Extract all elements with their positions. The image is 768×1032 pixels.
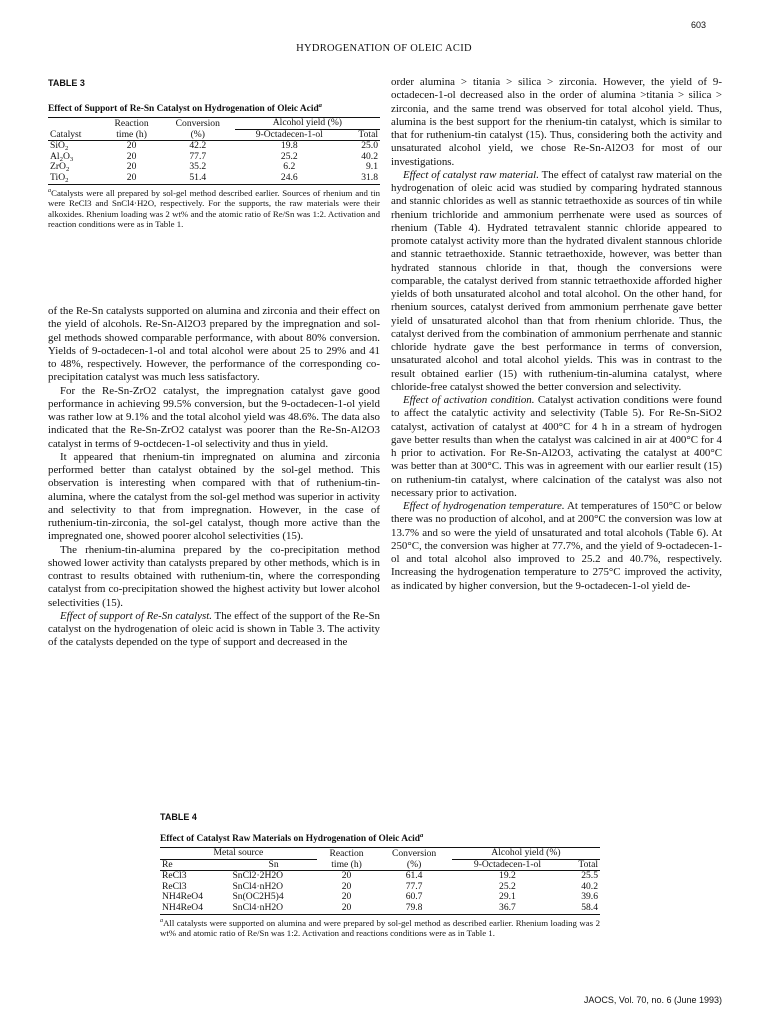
table-4-label: TABLE 4 xyxy=(160,812,197,822)
t3-cell-time: 20 xyxy=(102,173,160,184)
table-4-caption xyxy=(160,831,600,844)
t3-cell-time: 20 xyxy=(126,150,137,162)
table-4 xyxy=(160,812,600,939)
t3-h-catalyst: Catalyst xyxy=(48,129,102,141)
section-heading-raw-material: Effect of catalyst raw material. xyxy=(403,168,539,181)
t3-h-conversion-1: Conversion xyxy=(161,118,235,130)
t4-cell-octadecenol: 29.1 xyxy=(499,891,516,903)
t3-h-alcohol-yield: Alcohol yield (%) xyxy=(235,118,380,130)
table-3-caption-mark: a xyxy=(318,101,322,109)
table-3-footnote: $^a$Catalysts were all prepared by sol-gel method described earlier. Sources of rhenium and tin were ReCl3 and SnCl4·H2O, respectively. For the supports, the raw materials were their alkoxides. Rhenium loading was 2 wt% and the atomic ratio of Re/Sn was 1:2. Activation and reaction conditions were as in Table 1. xyxy=(48,187,380,230)
t3-cell-conversion: 51.4 xyxy=(161,173,235,184)
t4-cell-total: 25.5 xyxy=(581,870,598,882)
t4-h-total: Total xyxy=(563,859,600,871)
table-row xyxy=(160,892,600,903)
table-row xyxy=(48,173,380,184)
section-heading-support: Effect of support of Re-Sn catalyst. xyxy=(60,609,212,622)
table-row xyxy=(160,871,600,882)
t3-cell-total: 9.1 xyxy=(366,161,378,173)
left-paragraph-3: It appeared that rhenium-tin impregnated on alumina and zirconia performed better than catalyst obtained by the sol-gel method. This observation is interesting when compared with that of ruthenium-tin-alumina, where the catalyst from the sol-gel method was superior in activity and selectivity to that from impregnation. However, in the case of ruthenium-tin-zirconia, the sol-gel catalyst, though more active than the impregnated one, showed poorer alcohol selectivities (15). xyxy=(48,450,380,543)
t4-cell-octadecenol: 25.2 xyxy=(499,880,516,892)
t4-h-conversion-1: Conversion xyxy=(376,848,451,860)
t3-cell-octadecenol: 24.6 xyxy=(235,173,344,184)
t3-h-reaction-1: Reaction xyxy=(102,118,160,130)
table-4-caption-mark: a xyxy=(419,831,424,839)
section-heading-temperature: Effect of hydrogenation temperature. xyxy=(403,500,565,512)
t4-cell-time: 20 xyxy=(341,891,352,903)
t3-h-total: Total xyxy=(344,129,380,141)
table-row xyxy=(160,882,600,893)
t3-cell-total: 40.2 xyxy=(361,150,378,162)
table-3-caption-text: Effect of Support of Re-Sn Catalyst on Hydrogenation of Oleic Acid xyxy=(48,104,319,114)
t4-cell-time: 20 xyxy=(341,870,352,882)
t4-cell-sn: SnCl4·nH2O xyxy=(232,880,284,892)
t3-cell-conversion: 42.2 xyxy=(189,140,207,152)
right-paragraph-3: Effect of activation condition. Catalyst activation conditions were found to affect the catalytic activity and selectivity (Table 5). For Re-Sn-SiO2 catalyst, activation of catalyst at 400°C for 4 h in a stream of hydrogen gave better results than when the catalyst was calcined in air at 400°C for 4 h prior to activation. For Re-Sn-Al2O3, activating the catalyst at 400°C was better than at 300°C. This was in agreement with our earlier result (15) on ruthenium-tin catalyst, where calcination of the catalyst was also not necessary prior to activation. xyxy=(391,394,722,499)
t3-cell-time: 20 xyxy=(126,140,137,152)
table-row xyxy=(160,903,600,914)
left-paragraph-4: The rhenium-tin-alumina prepared by the co-precipitation method showed lower activity than catalysts prepared by other methods, which is in contrast to results obtained with ruthenium-tin, where the corresponding catalyst from co-precipitation showed the highest activity but lower alcohol selectivities (15). xyxy=(48,543,380,609)
t4-cell-total: 39.6 xyxy=(581,891,598,903)
table-3-caption xyxy=(48,101,380,114)
journal-footer: JAOCS, Vol. 70, no. 6 (June 1993) xyxy=(583,995,722,1005)
t4-cell-time: 20 xyxy=(317,903,377,914)
t4-cell-sn: SnCl4·nH2O xyxy=(230,903,316,914)
t3-cell-octadecenol: 25.2 xyxy=(280,150,298,162)
left-paragraph-5: Effect of support of Re-Sn catalyst. The effect of the support of the Re-Sn catalyst on the hydrogenation of oleic acid is shown in Table 3. The activity of the catalysts depended on the type of support and decreased in the xyxy=(48,609,380,649)
table-row xyxy=(48,152,380,163)
t4-cell-sn: SnCl2·2H2O xyxy=(232,870,284,882)
table-3-label: TABLE 3 xyxy=(48,78,85,88)
t4-cell-conversion: 79.8 xyxy=(376,903,451,914)
right-column xyxy=(391,76,722,593)
t4-cell-total: 58.4 xyxy=(563,903,600,914)
t4-cell-conversion: 61.4 xyxy=(405,870,423,882)
t4-cell-time: 20 xyxy=(341,880,352,892)
t4-h-conversion-2: (%) xyxy=(376,859,451,871)
table-4-caption-text: Effect of Catalyst Raw Materials on Hydrogenation of Oleic Acid xyxy=(160,834,420,844)
right-paragraph-2: Effect of catalyst raw material. The effect of catalyst raw material on the hydrogenation of oleic acid was studied by comparing hydrated stannous and stannic chlorides as well as stannic tetraethoxide as sources of tin while rhenium trichloride and ammonium perrhenate were used as sources of rhenium (Table 4). Hydrated tetravalent stannic chloride appeared to promote catalyst activity more than the hydrated divalent stannous chloride and stannic tetraethoxide. Stannic tetraethoxide, however, was better than hydrated stannous chloride in that, though the conversions were comparable, the catalyst derived from stannic tetraethoxide afforded higher yields of both unsaturated alcohol and total alcohol. On the other hand, for rhenium sources, catalyst derived from ammonium perrhenate gave better yield of unsaturated alcohol than that from rhenium chloride. Thus, the catalyst derived from the combination of ammonium perrhenate and stannic chloride hydrate gave the best performance in terms of conversion, unsaturated alcohol and total alcohol yields. This was in contrast to the result obtained earlier (15) with ruthenium-tin-alumina catalyst, where chloride-free catalyst showed the better conversion and selectivity. xyxy=(391,168,722,393)
t3-cell-conversion: 77.7 xyxy=(189,150,207,162)
t3-cell-time: 20 xyxy=(126,161,137,173)
t3-cell-octadecenol: 19.8 xyxy=(280,140,298,152)
t4-cell-total: 40.2 xyxy=(581,880,598,892)
table-4-footnote: $^a$All catalysts were supported on alumina and were prepared by sol-gel method as described earlier. Rhenium loading was 2 wt% and atomic ratio of Re/Sn was 1:2. Activation and reactions conditions were as in Table 1. xyxy=(160,917,600,939)
left-paragraph-2: For the Re-Sn-ZrO2 catalyst, the impregnation catalyst gave good performance in achieving 99.5% conversion, but the 9-octadecen-1-ol yield was rather low at 9.1% and the total alcohol yield was 48.6%. The data also indicated that the Re-Sn-ZrO2 catalyst was poorer than the Re-Sn-Al2O3 catalyst in terms of 9-octdecen-1-ol selectivity and thus in yield. xyxy=(48,384,380,450)
t4-cell-conversion: 77.7 xyxy=(405,880,423,892)
table-3-grid xyxy=(48,117,380,185)
t3-cell-catalyst: $Al_2O_3$ xyxy=(50,150,74,163)
t4-h-reaction-1: Reaction xyxy=(317,848,377,860)
table-row xyxy=(48,162,380,173)
t3-cell-catalyst: TiO$_2$ xyxy=(48,173,102,184)
t4-cell-conversion: 60.7 xyxy=(405,891,423,903)
table-4-grid xyxy=(160,847,600,915)
left-column xyxy=(48,305,380,650)
table-3 xyxy=(48,78,380,230)
section-heading-activation: Effect of activation condition. xyxy=(403,394,535,406)
t3-cell-catalyst: ZrO$_2$ xyxy=(50,161,70,174)
t4-h-reaction-2: time (h) xyxy=(317,859,377,871)
t4-cell-octadecenol: 36.7 xyxy=(452,903,563,914)
t4-h-alcohol-yield: Alcohol yield (%) xyxy=(452,848,600,860)
t3-cell-conversion: 35.2 xyxy=(189,161,207,173)
t4-h-metal-source: Metal source xyxy=(160,848,317,860)
t4-cell-re: NH4ReO4 xyxy=(162,891,204,903)
t4-cell-re: ReCl3 xyxy=(162,870,187,882)
t4-h-re: Re xyxy=(160,859,230,871)
right-paragraph-4: Effect of hydrogenation temperature. At temperatures of 150°C or below there was no production of alcohol, and at 200°C the conversion was low at 13.7% and so were the yield of unsaturated and total alcohols (Table 6). At 250°C, the conversion was higher at 77.7%, and the yield of 9-octadecen-1-ol and total alcohol also improved to 25.2 and 40.7%, respectively. Increasing the hydrogenation temperature to 275°C improved the activity, as indicated by higher conversion, but the 9-octadecen-1-ol yield de- xyxy=(391,500,722,592)
running-title: HYDROGENATION OF OLEIC ACID xyxy=(296,43,472,54)
t4-h-sn: Sn xyxy=(230,859,316,871)
t4-cell-octadecenol: 19.2 xyxy=(499,870,516,882)
right-paragraph-1: order alumina > titania > silica > zirconia. However, the yield of 9-octadecen-1-ol decreased also in the order of alumina >titania > silica > zirconia, and the same trend was observed for total alcohol yield. Thus, alumina is the best support for the rhenium-tin catalyst, which is similar to that for ruthenium-tin catalyst (15). Thus, considering both the activity and unsaturated alcohol yield, we chose Re-Sn-Al2O3 for most of our investigations. xyxy=(391,76,722,168)
t4-cell-sn: Sn(OC2H5)4 xyxy=(232,891,284,903)
t4-cell-re: ReCl3 xyxy=(162,880,187,892)
page-number: 603 xyxy=(690,20,706,30)
t4-cell-re: NH4ReO4 xyxy=(160,903,230,914)
t3-h-octadecenol: 9-Octadecen-1-ol xyxy=(235,129,344,141)
t3-cell-octadecenol: 6.2 xyxy=(283,161,296,173)
t3-cell-total: 31.8 xyxy=(344,173,380,184)
left-paragraph-1: of the Re-Sn catalysts supported on alumina and zirconia and their effect on the yield of alcohols. Re-Sn-Al2O3 prepared by the impregnation and sol-gel methods showed comparable performance, with about 80% conversion. Yields of 9-octadecen-1-ol and total alcohol were about 25 to 29% and 41 to 48%, respectively. However, the performance of the corresponding co-precipitation catalyst was much less satisfactory. xyxy=(48,305,380,384)
t3-h-reaction-2: time (h) xyxy=(102,129,160,141)
table-row xyxy=(48,141,380,152)
t3-cell-total: 25.0 xyxy=(361,140,378,152)
t4-h-octadecenol: 9-Octadecen-1-ol xyxy=(452,859,563,871)
t3-cell-catalyst: SiO$_2$ xyxy=(50,140,69,153)
t3-h-conversion-2: (%) xyxy=(161,129,235,141)
